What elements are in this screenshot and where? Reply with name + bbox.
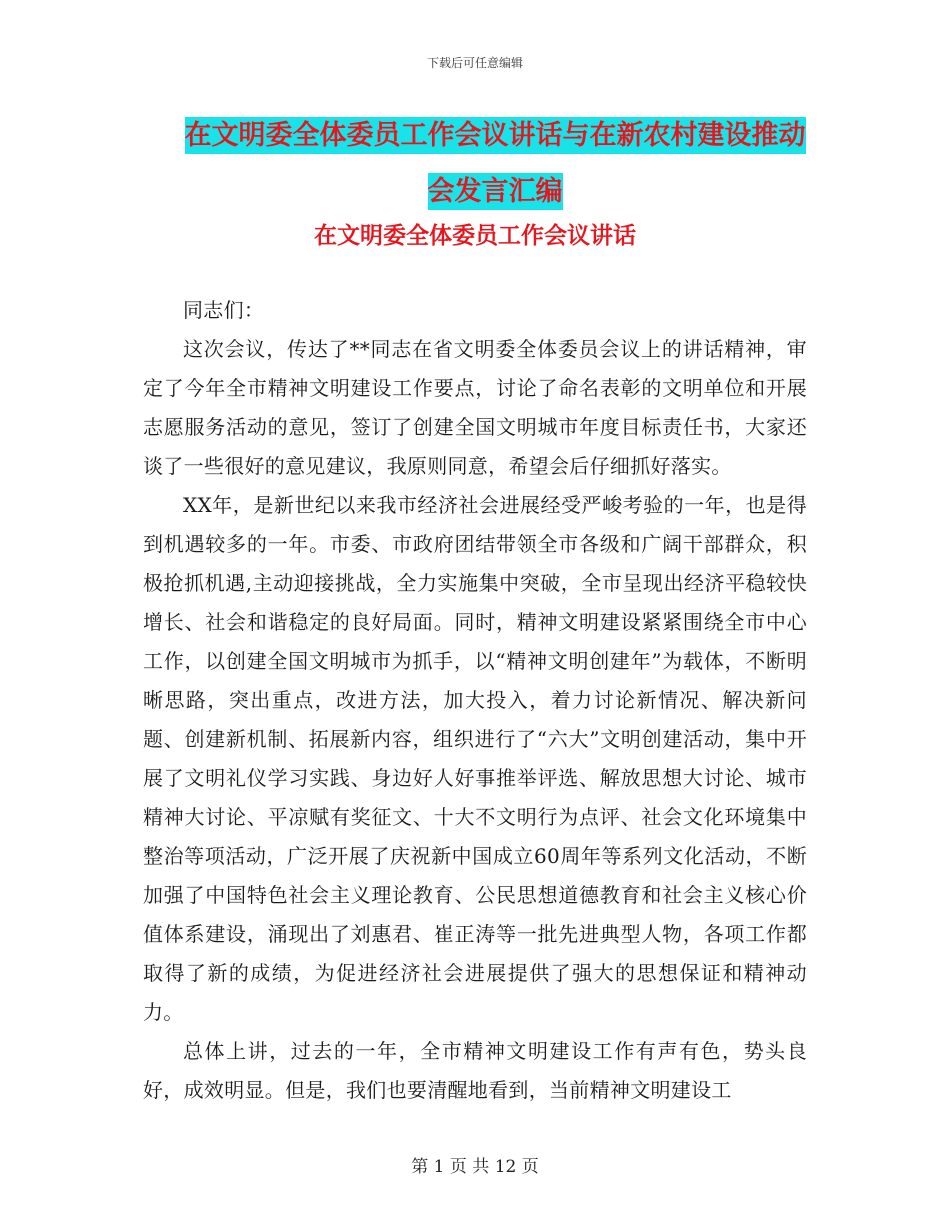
section-title: 在文明委全体委员工作会议讲话 xyxy=(314,223,636,249)
page-footer: 第 1 页 共 12 页 xyxy=(411,1157,539,1177)
paragraph: 总体上讲，过去的一年，全市精神文明建设工作有声有色，势头良好，成效明显。但是，我们也要清醒地看到，当前精神文明建设工 xyxy=(143,1039,807,1102)
paragraph: XX年，是新世纪以来我市经济社会进展经受严峻考验的一年，也是得到机遇较多的一年。市委、市政府团结带领全市各级和广阔干部群众，积极抢抓机遇,主动迎接挑战，全力实施集中突破，全市呈现出经济平稳较快增长、社会和谐稳定的良好局面。同时，精神文明建设紧紧围绕全市中心工作，以创建全国文明城市为抓手，以“精神文明创建年”为载体，不断明晰思路，突出重点，改进方法，加大投入，着力讨论新情况、解决新问题、创建新机制、拓展新内容，组织进行了“六大”文明创建活动，集中开展了文明礼仪学习实践、身边好人好事推举评选、解放思想大讨论、城市精神大讨论、平凉赋有奖征文、十大不文明行为点评、社会文化环境集中整治等项活动，广泛开展了庆祝新中国成立60周年等系列文化活动，不断加强了中国特色社会主义理论教育、公民思想道德教育和社会主义核心价值体系建设，涌现出了刘惠君、崔正涛等一批先进典型人物，各项工作都取得了新的成绩，为促进经济社会进展提供了强大的思想保证和精神动力。 xyxy=(143,493,807,1024)
document-title-line-2: 会发言汇编 xyxy=(428,173,563,210)
document-title-line-1: 在文明委全体委员工作会议讲话与在新农村建设推动 xyxy=(185,117,806,154)
paragraph-salutation: 同志们： xyxy=(183,298,265,322)
paragraph: 这次会议，传达了**同志在省文明委全体委员会议上的讲话精神，审定了今年全市精神文明建设工作要点，讨论了命名表彰的文明单位和开展志愿服务活动的意见，签订了创建全国文明城市年度目标责任书，大家还谈了一些很好的意见建议，我原则同意，希望会后仔细抓好落实。 xyxy=(143,337,807,478)
document-body xyxy=(143,291,807,1110)
document-title xyxy=(140,108,850,220)
header-note: 下载后可任意编辑 xyxy=(426,56,523,70)
